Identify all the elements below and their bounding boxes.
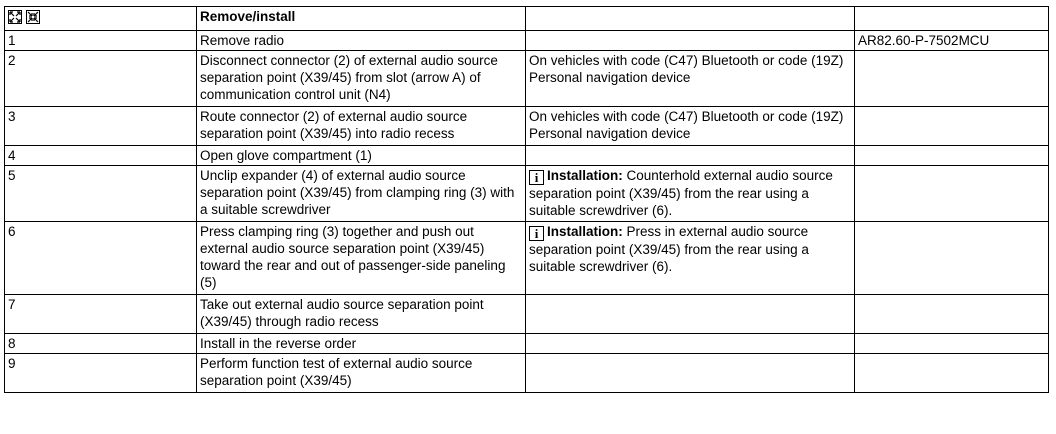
step-note [526,222,855,295]
step-note [526,166,855,222]
step-instruction: Remove radio [197,31,526,51]
table-row [5,51,1049,107]
reference-link [855,295,1049,334]
table-row [5,222,1049,295]
table-row [5,166,1049,222]
procedure-rows [5,31,1049,393]
reference-link [855,51,1049,107]
step-instruction: Route connector (2) of external audio source separation point (X39/45) into radio recess [197,107,526,146]
table-row [5,334,1049,354]
step-note [526,107,855,146]
step-number: 1 [5,31,197,51]
reference-link [855,334,1049,354]
reference-link[interactable]: AR82.60-P-7502MCU [855,31,1049,51]
step-instruction: Install in the reverse order [197,334,526,354]
expand-all-icon[interactable] [8,10,22,24]
table-row [5,31,1049,51]
step-number: 7 [5,295,197,334]
note-label: Installation: [547,224,623,239]
info-icon: i [529,170,544,185]
reference-link [855,354,1049,393]
step-number: 5 [5,166,197,222]
table-row [5,295,1049,334]
procedure-table [4,6,1049,393]
note-text: On vehicles with code (C47) Bluetooth or code (19Z) Personal navigation device [529,53,844,85]
step-note [526,146,855,166]
header-title: Remove/install [197,7,526,31]
step-number: 9 [5,354,197,393]
reference-link [855,222,1049,295]
reference-link [855,107,1049,146]
header-note-cell [526,7,855,31]
table-row [5,107,1049,146]
step-number: 6 [5,222,197,295]
header-ref-cell [855,7,1049,31]
step-instruction: Take out external audio source separation point (X39/45) through radio recess [197,295,526,334]
step-note [526,334,855,354]
note-label: Installation: [547,168,623,183]
step-number: 2 [5,51,197,107]
step-number: 8 [5,334,197,354]
table-row [5,354,1049,393]
step-note [526,295,855,334]
info-icon: i [529,226,544,241]
collapse-all-icon[interactable] [26,10,40,24]
step-instruction: Perform function test of external audio source separation point (X39/45) [197,354,526,393]
step-note [526,354,855,393]
note-text: Press in external audio source separation point (X39/45) from the rear using a suitable screwdriver (6). [529,224,809,274]
step-instruction: Press clamping ring (3) together and push out external audio source separation point (X39/45) toward the rear and out of passenger-side paneling (5) [197,222,526,295]
reference-link [855,146,1049,166]
step-number: 3 [5,107,197,146]
reference-link [855,166,1049,222]
step-number: 4 [5,146,197,166]
note-text: On vehicles with code (C47) Bluetooth or code (19Z) Personal navigation device [529,109,844,141]
note-text: Counterhold external audio source separation point (X39/45) from the rear using a suitable screwdriver (6). [529,168,833,218]
step-instruction: Disconnect connector (2) of external audio source separation point (X39/45) from slot (arrow A) of communication control unit (N4) [197,51,526,107]
table-header-row [5,7,1049,31]
step-note [526,51,855,107]
table-row [5,146,1049,166]
step-note [526,31,855,51]
step-instruction: Unclip expander (4) of external audio source separation point (X39/45) from clamping ring (3) with a suitable screwdriver [197,166,526,222]
step-instruction: Open glove compartment (1) [197,146,526,166]
header-icon-cell [5,7,197,31]
